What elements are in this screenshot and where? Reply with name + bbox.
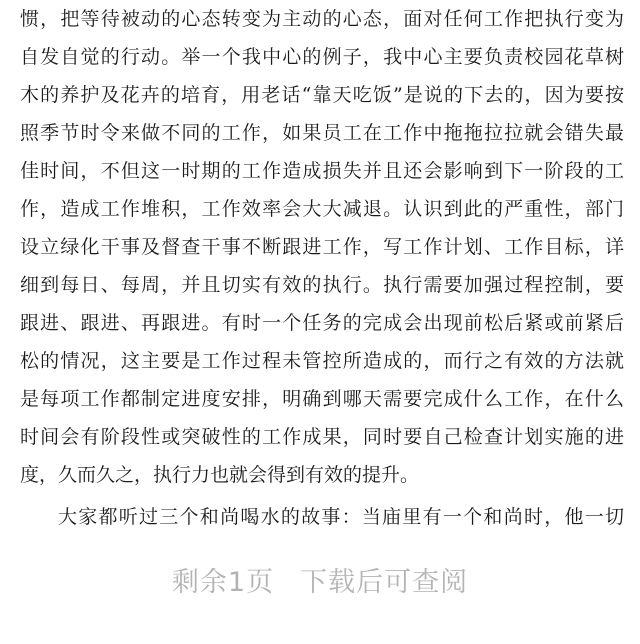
text-line: 松的情况，这主要是工作过程未管控所造成的，而行之有效的方法就 xyxy=(20,350,624,372)
download-prompt-banner[interactable] xyxy=(0,558,640,608)
text-line: 是每项工作都制定进度安排，明确到哪天需要完成什么工作，在什么 xyxy=(20,388,624,410)
remaining-pages-label: 剩余1页 xyxy=(171,567,275,598)
text-line: 佳时间，不但这一时期的工作造成损失并且还会影响到下一阶段的工 xyxy=(20,160,624,182)
text-line: 木的养护及花卉的培育，用老话“靠天吃饭”是说的下去的，因为要按 xyxy=(20,84,624,106)
text-line-paragraph-start: 大家都听过三个和尚喝水的故事：当庙里有一个和尚时，他一切 xyxy=(58,506,624,528)
text-line: 跟进、跟进、再跟进。有时一个任务的完成会出现前松后紧或前紧后 xyxy=(20,312,624,334)
text-line-paragraph-end: 度，久而久之，执行力也就会得到有效的提升。 xyxy=(20,464,420,486)
text-line: 时间会有阶段性或突破性的工作成果，同时要自己检查计划实施的进 xyxy=(20,426,624,448)
text-line: 作，造成工作堆积，工作效率会大大减退。认识到此的严重性，部门 xyxy=(20,198,624,220)
text-line: 自发自觉的行动。举一个我中心的例子，我中心主要负责校园花草树 xyxy=(20,46,624,68)
document-body xyxy=(20,0,624,536)
text-line: 细到每日、每周，并且切实有效的执行。执行需要加强过程控制，要 xyxy=(20,274,624,296)
download-to-view-label: 下载后可查阅 xyxy=(300,567,469,598)
text-line: 照季节时令来做不同的工作，如果员工在工作中拖拖拉拉就会错失最 xyxy=(20,122,624,144)
text-line: 设立绿化干事及督查干事不断跟进工作，写工作计划、工作目标，详 xyxy=(20,236,624,258)
text-line: 惯，把等待被动的心态转变为主动的心态，面对任何工作把执行变为 xyxy=(20,8,624,30)
